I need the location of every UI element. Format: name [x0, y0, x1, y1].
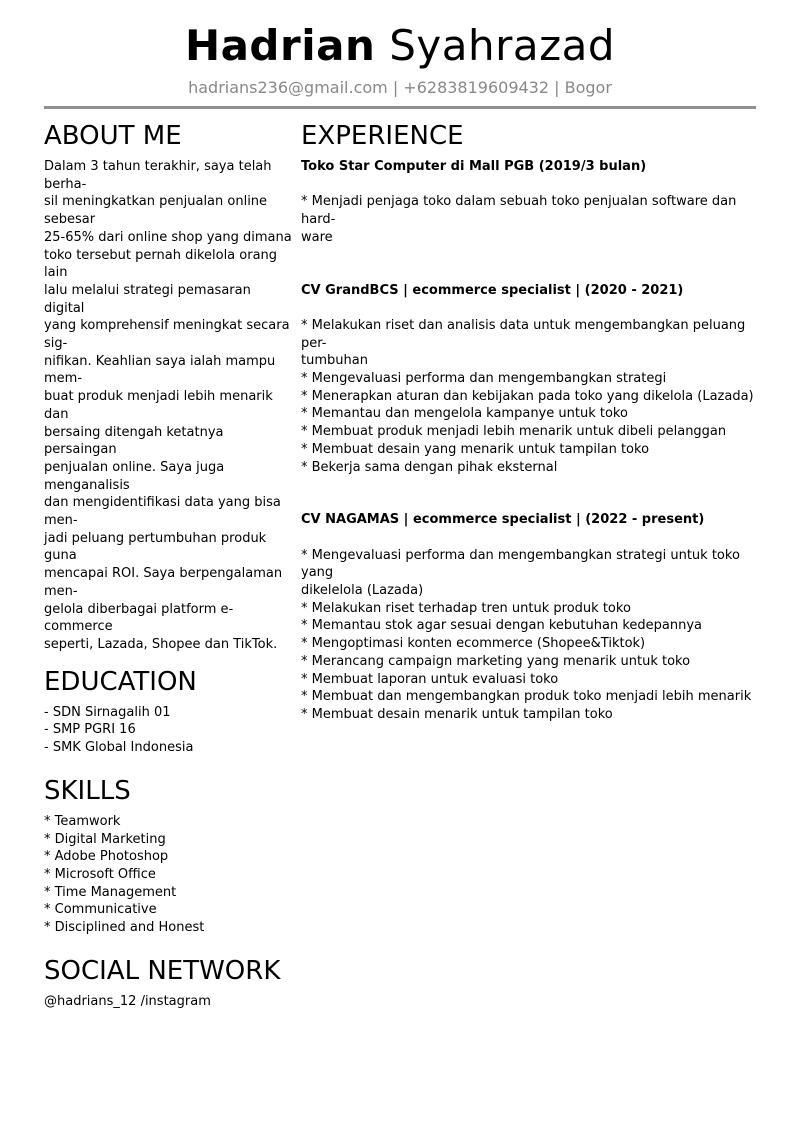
- job-title: Toko Star Computer di Mall PGB (2019/3 bulan): [301, 159, 647, 174]
- job-title: CV NAGAMAS | ecommerce specialist | (2022 - present): [301, 512, 705, 528]
- first-name: Hadrian: [184, 21, 376, 70]
- list-item: * Merancang campaign marketing yang menarik untuk toko: [301, 653, 691, 669]
- list-item: * Bekerja sama dengan pihak eksternal: [301, 459, 558, 475]
- skills-title: SKILLS: [44, 775, 131, 806]
- list-item: * Mengoptimasi konten ecommerce (Shopee&Tiktok): [301, 636, 646, 652]
- list-item: * Membuat desain yang menarik untuk tampilan toko: [301, 441, 650, 457]
- list-item: * Membuat produk menjadi lebih menarik untuk dibeli pelanggan: [301, 424, 727, 440]
- list-item: * Membuat dan mengembangkan produk toko menjadi lebih menarik: [301, 689, 752, 705]
- right-column: [301, 118, 756, 759]
- list-item: * Microsoft Office: [44, 866, 156, 882]
- job-entry: [301, 511, 756, 723]
- list-item: * Mengevaluasi performa dan mengembangkan strategi: [301, 371, 667, 386]
- resume-header: [0, 18, 800, 100]
- list-item: * Disciplined and Honest: [44, 920, 205, 936]
- list-item: * Menerapkan aturan dan kebijakan pada toko yang dikelola (Lazada): [301, 388, 754, 404]
- social-handle: @hadrians_12 /instagram: [44, 993, 211, 1009]
- job-entry: [301, 158, 756, 247]
- experience-title: EXPERIENCE: [301, 121, 464, 151]
- list-item: * Membuat desain menarik untuk tampilan toko: [301, 706, 613, 722]
- list-item: * Menjadi penjaga toko dalam sebuah toko penjualan software dan hard- ware: [301, 194, 737, 245]
- job-duties: [301, 317, 756, 476]
- list-item: * Memantau stok agar sesuai dengan kebutuhan kedepannya: [301, 618, 703, 634]
- about-title: ABOUT ME: [44, 121, 182, 151]
- list-item: * Melakukan riset terhadap tren untuk produk toko: [301, 600, 631, 616]
- list-item: * Time Management: [44, 884, 177, 900]
- list-item: - SDN Sirnagalih 01: [44, 704, 171, 720]
- social-title: SOCIAL NETWORK: [44, 955, 281, 986]
- contact-info: hadrians236@gmail.com | +6283819609432 | Bogor: [188, 78, 612, 97]
- list-item: * Teamwork: [44, 813, 121, 829]
- job-title: CV GrandBCS | ecommerce specialist | (2020 - 2021): [301, 282, 684, 298]
- education-title: EDUCATION: [44, 666, 197, 697]
- left-column: [44, 118, 294, 1010]
- header-divider: [44, 106, 756, 109]
- list-item: * Melakukan riset dan analisis data untuk mengembangkan peluang per- tumbuhan: [301, 317, 746, 369]
- list-item: * Mengevaluasi performa dan mengembangkan strategi untuk toko yang dikelelola (Lazada): [301, 547, 740, 599]
- list-item: * Membuat laporan untuk evaluasi toko: [301, 671, 559, 687]
- full-name: [0, 18, 800, 74]
- list-item: * Memantau dan mengelola kampanye untuk toko: [301, 406, 628, 422]
- job-duties: [301, 547, 756, 724]
- job-entry: [301, 282, 756, 477]
- last-name: Syahrazad: [389, 21, 616, 70]
- list-item: * Digital Marketing: [44, 831, 166, 847]
- education-list: [44, 704, 294, 757]
- list-item: * Adobe Photoshop: [44, 849, 169, 865]
- list-item: - SMK Global Indonesia: [44, 740, 194, 756]
- list-item: * Communicative: [44, 902, 157, 918]
- list-item: - SMP PGRI 16: [44, 722, 136, 738]
- skills-list: [44, 813, 294, 937]
- about-text: Dalam 3 tahun terakhir, saya telah berha- sil meningkatkan penjualan online sebesar 25-65% dari online shop yang dimana toko tersebut pernah dikelola orang lain lalu melalui strategi pemasaran digital yang komprehensif meningkat secara sig- nifikan. Keahlian saya ialah mampu mem- buat produk menjadi lebih menarik dan bersaing ditengah ketatnya persaingan penjualan online. Saya juga menganalisis dan mengidentifikasi data yang bisa men- jadi peluang pertumbuhan produk guna mencapai ROI. Saya berpengalaman men- gelola diberbagai platform e-commerce seperti, Lazada, Shopee dan TikTok.: [44, 159, 292, 652]
- job-duties: [301, 193, 756, 246]
